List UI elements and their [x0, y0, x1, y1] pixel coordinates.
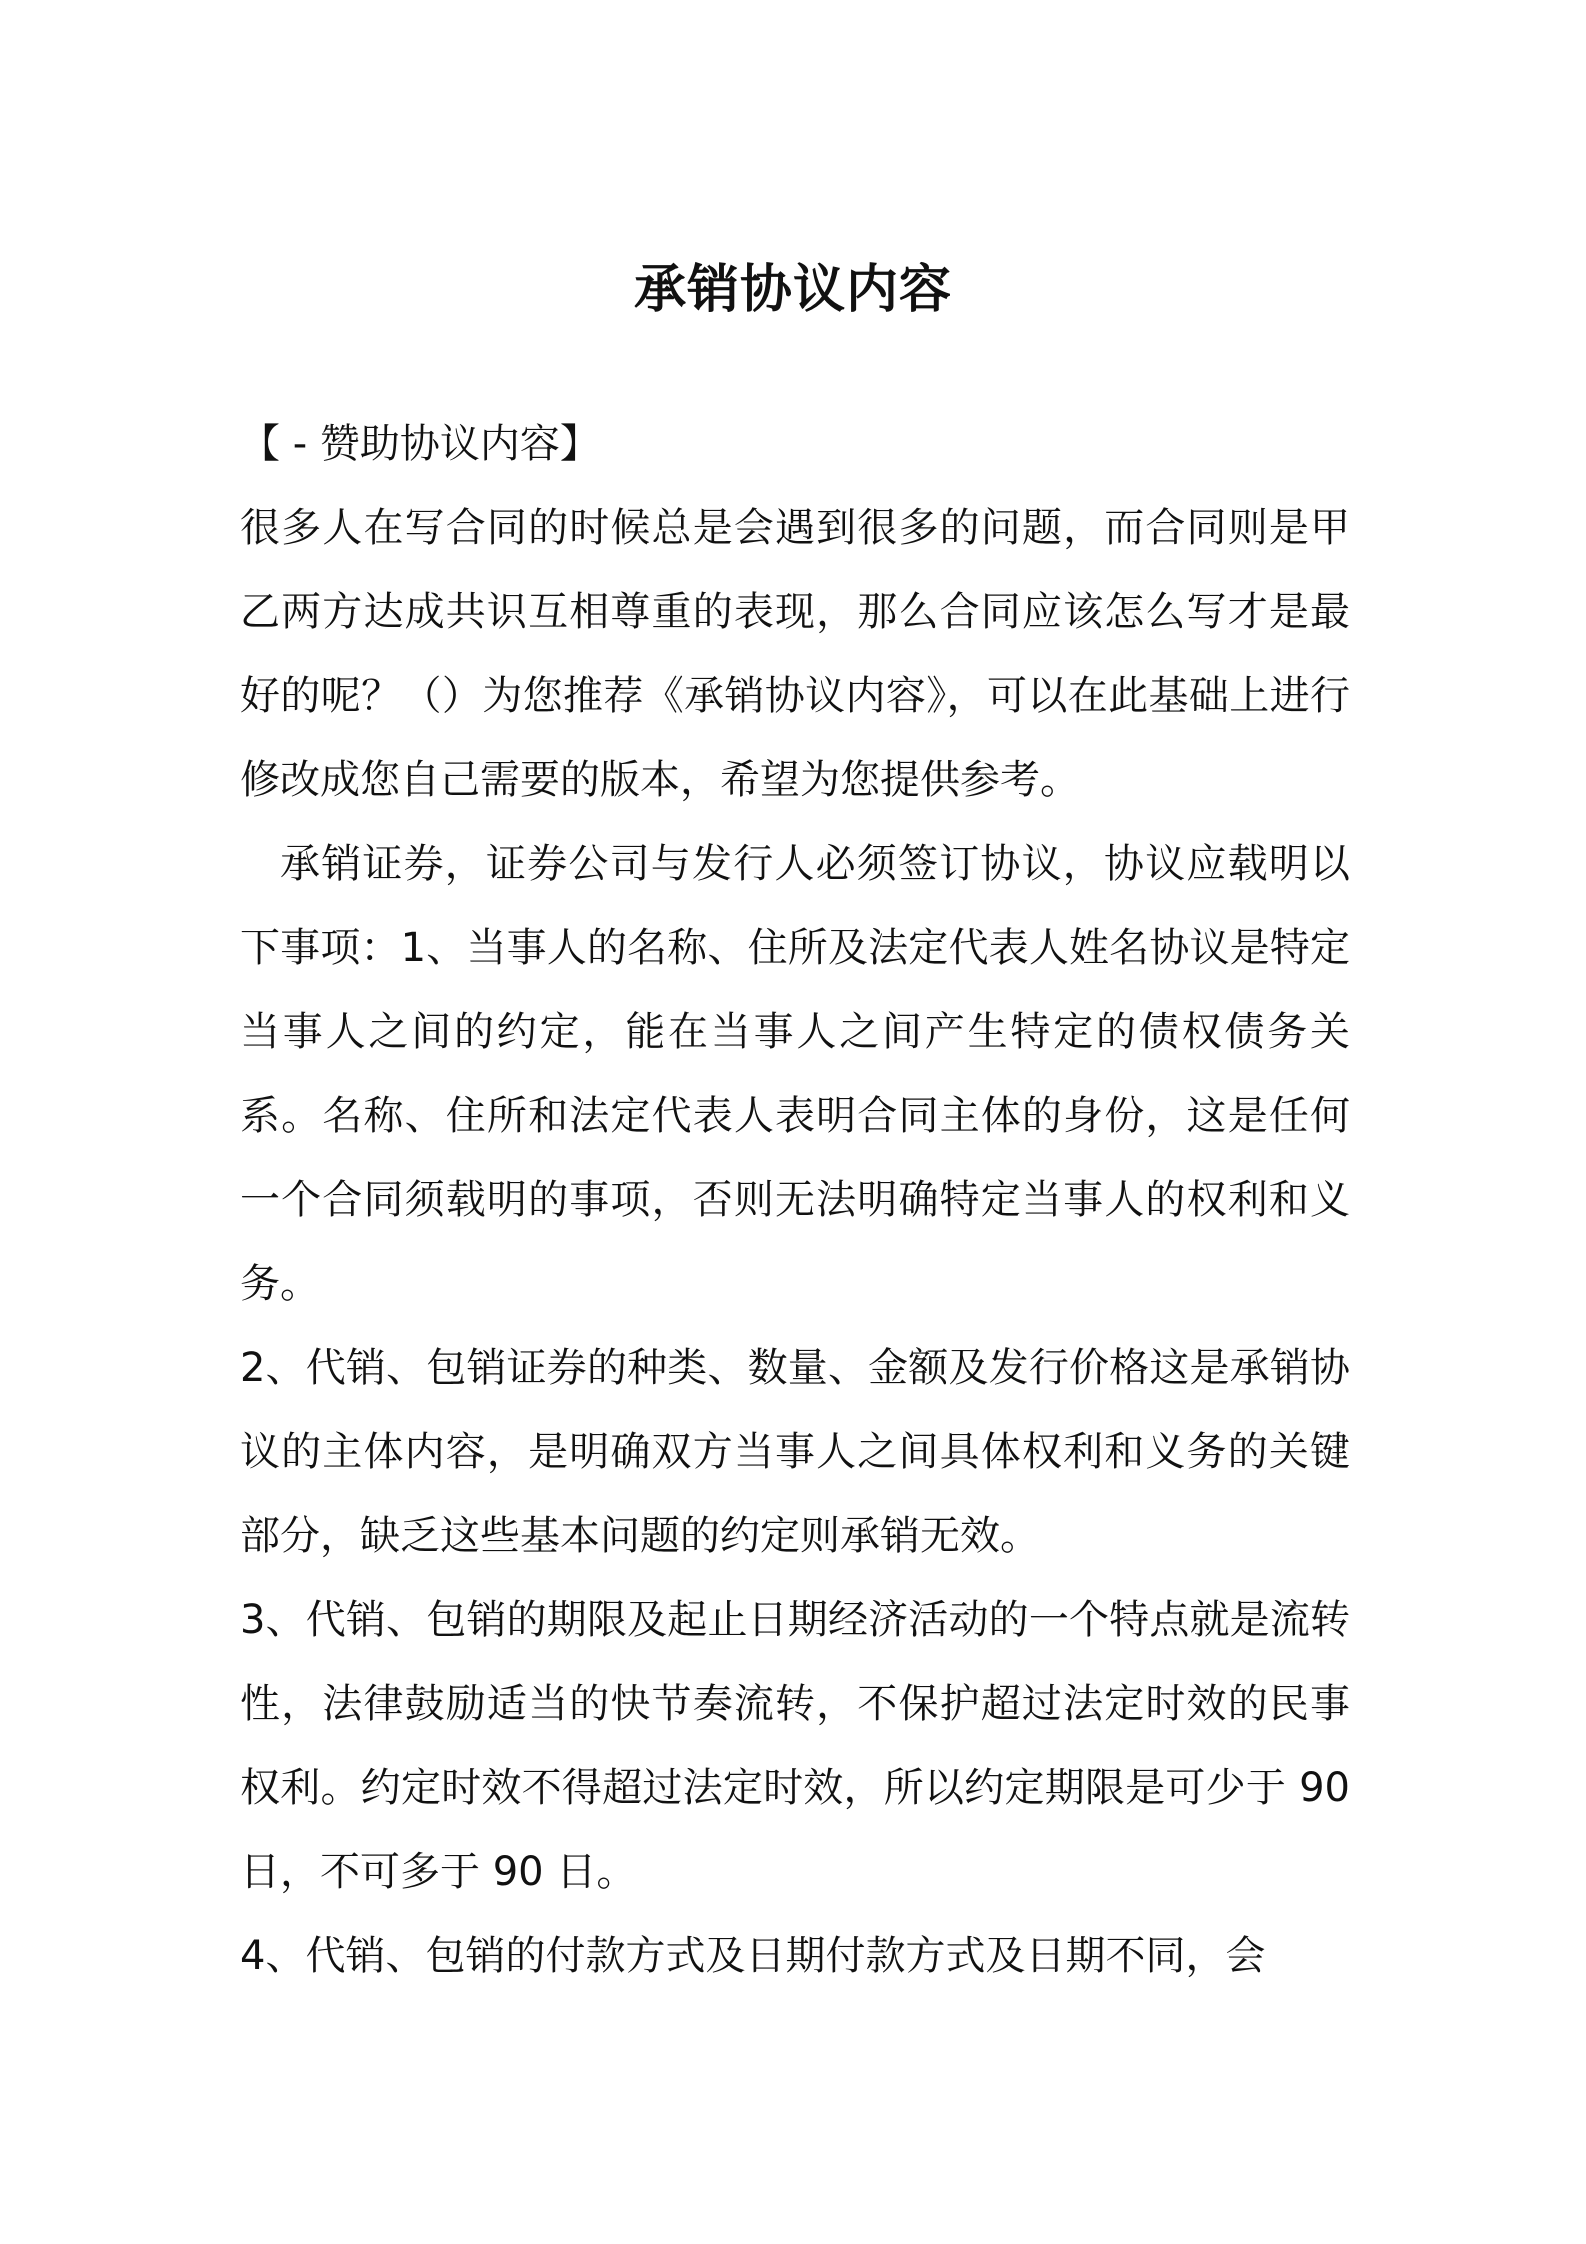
paragraph-item-3: 3、代销、包销的期限及起止日期经济活动的一个特点就是流转性，法律鼓励适当的快节奏流转，不保护超过法定时效的民事权利。约定时效不得超过法定时效，所以约定期限是可少于 90 日，不可多于 90 日。 [240, 1597, 1350, 1895]
document-body [240, 402, 1350, 1998]
paragraph-item-1: 承销证券，证券公司与发行人必须签订协议，协议应载明以下事项：1、当事人的名称、住所及法定代表人姓名协议是特定当事人之间的约定，能在当事人之间产生特定的债权债务关系。名称、住所和法定代表人表明合同主体的身份，这是任何一个合同须载明的事项，否则无法明确特定当事人的权利和义务。 [240, 841, 1350, 1307]
document-title: 承销协议内容 [633, 260, 952, 320]
paragraph-item-2: 2、代销、包销证券的种类、数量、金额及发行价格这是承销协议的主体内容，是明确双方当事人之间具体权利和义务的关键部分，缺乏这些基本问题的约定则承销无效。 [240, 1345, 1350, 1559]
paragraph-item-4: 4、代销、包销的付款方式及日期付款方式及日期不同，会 [240, 1933, 1266, 1979]
paragraph-intro: 很多人在写合同的时候总是会遇到很多的问题，而合同则是甲乙两方达成共识互相尊重的表现，那么合同应该怎么写才是最好的呢？（）为您推荐《承销协议内容》，可以在此基础上进行修改成您自己需要的版本，希望为您提供参考。 [240, 505, 1350, 803]
document-subtitle: 【 - 赞助协议内容】 [240, 421, 600, 467]
